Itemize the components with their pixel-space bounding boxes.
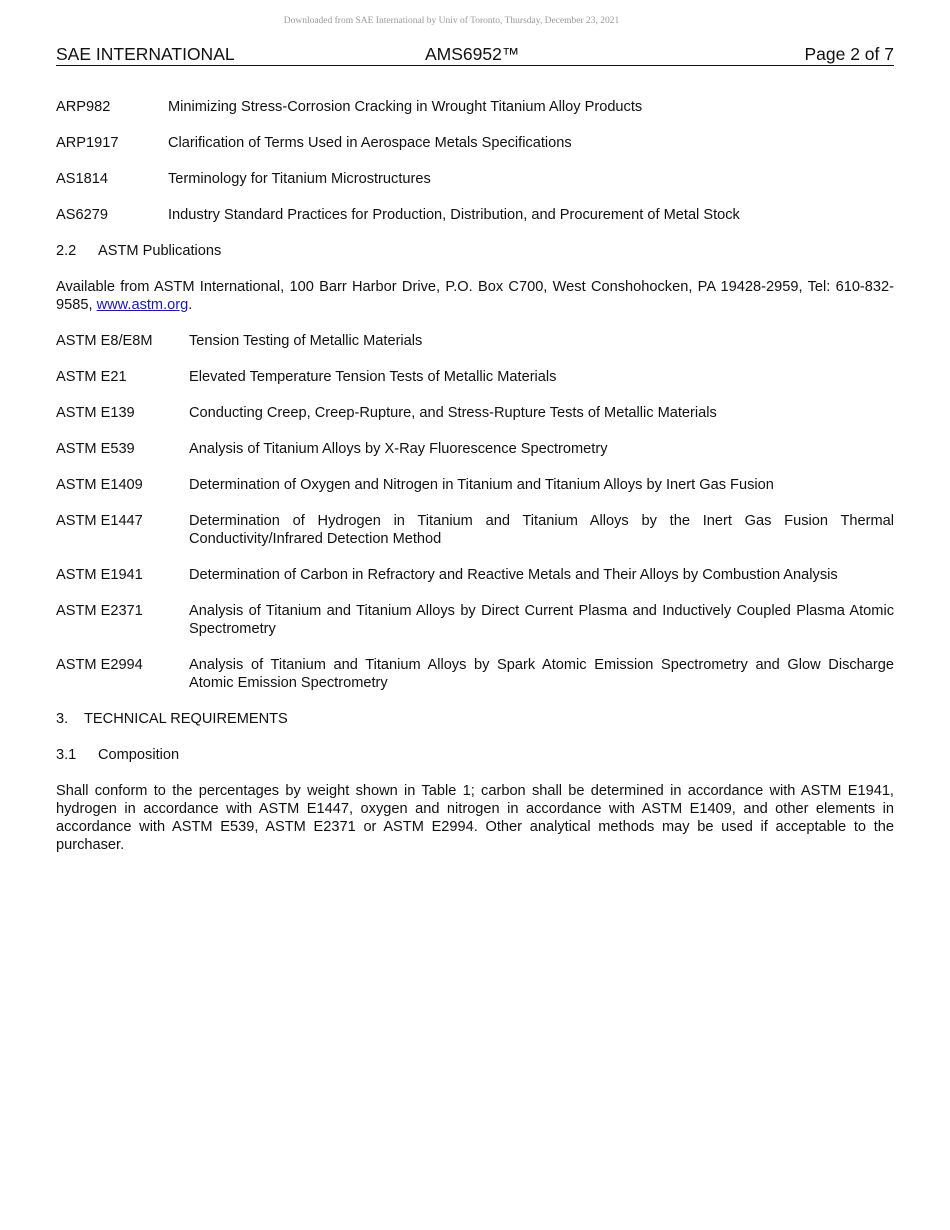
reference-title: Minimizing Stress-Corrosion Cracking in Wrought Titanium Alloy Products — [168, 99, 643, 115]
reference-code: ASTM E8/E8M — [56, 333, 153, 349]
astm-availability-paragraph — [56, 278, 894, 314]
reference-title: Determination of Oxygen and Nitrogen in Titanium and Titanium Alloys by Inert Gas Fusion — [189, 477, 774, 493]
reference-item — [56, 134, 894, 152]
header-page-label: Page 2 of 7 — [804, 44, 894, 64]
reference-title: Terminology for Titanium Microstructures — [168, 171, 431, 187]
reference-title: Conducting Creep, Creep-Rupture, and Stress-Rupture Tests of Metallic Materials — [189, 405, 717, 421]
reference-code: ASTM E2371 — [56, 603, 143, 619]
reference-title: Industry Standard Practices for Production, Distribution, and Procurement of Metal Stock — [168, 207, 740, 223]
reference-title: Analysis of Titanium and Titanium Alloys by Direct Current Plasma and Inductively Coupled Plasma Atomic Spectrometry — [189, 603, 894, 637]
reference-title: Clarification of Terms Used in Aerospace Metals Specifications — [168, 135, 572, 151]
reference-item — [56, 368, 894, 386]
reference-item — [56, 206, 894, 224]
running-header — [56, 44, 894, 66]
section-title: TECHNICAL REQUIREMENTS — [84, 711, 288, 727]
header-document-id: AMS6952™ — [425, 44, 520, 64]
reference-title: Elevated Temperature Tension Tests of Metallic Materials — [189, 369, 557, 385]
reference-title: Analysis of Titanium Alloys by X-Ray Fluorescence Spectrometry — [189, 441, 608, 457]
header-organization: SAE INTERNATIONAL — [56, 44, 235, 64]
reference-item — [56, 476, 894, 494]
reference-title: Analysis of Titanium and Titanium Alloys by Spark Atomic Emission Spectrometry and Glow Discharge Atomic Emission Spectrometry — [189, 657, 894, 691]
astm-website-link[interactable]: www.astm.org — [96, 297, 189, 313]
sentence-end: . — [188, 297, 193, 313]
reference-code: ASTM E1409 — [56, 477, 143, 493]
reference-item — [56, 98, 894, 116]
reference-code: ASTM E539 — [56, 441, 135, 457]
reference-code: ASTM E2994 — [56, 657, 143, 673]
reference-code: ASTM E139 — [56, 405, 135, 421]
reference-item — [56, 170, 894, 188]
reference-title: Tension Testing of Metallic Materials — [189, 333, 423, 349]
section-heading-2-2 — [56, 242, 894, 260]
reference-item — [56, 566, 894, 584]
reference-code: ASTM E1447 — [56, 513, 143, 529]
sae-reference-list — [56, 98, 894, 224]
astm-reference-list — [56, 332, 894, 692]
reference-code: AS1814 — [56, 171, 108, 187]
reference-code: ASTM E1941 — [56, 567, 143, 583]
reference-item — [56, 404, 894, 422]
section-heading-3 — [56, 710, 894, 728]
reference-code: ASTM E21 — [56, 369, 127, 385]
reference-item — [56, 512, 894, 548]
reference-code: AS6279 — [56, 207, 108, 223]
section-title: ASTM Publications — [98, 243, 222, 259]
section-number: 3.1 — [56, 747, 77, 763]
download-notice: Downloaded from SAE International by Univ of Toronto, Thursday, December 23, 2021 — [283, 16, 620, 26]
page-content — [56, 98, 894, 872]
section-title: Composition — [98, 747, 180, 763]
reference-title: Determination of Carbon in Refractory and Reactive Metals and Their Alloys by Combustion Analysis — [189, 567, 838, 583]
reference-code: ARP1917 — [56, 135, 119, 151]
reference-item — [56, 656, 894, 692]
section-number: 3. — [56, 711, 69, 727]
reference-item — [56, 440, 894, 458]
composition-paragraph: Shall conform to the percentages by weight shown in Table 1; carbon shall be determined in accordance with ASTM E1941, hydrogen in accordance with ASTM E1447, oxygen and nitrogen in accordance with ASTM E1409, and other elements in accordance with ASTM E539, ASTM E2371 or ASTM E2994. Other analytical methods may be used if acceptable to the purchaser. — [56, 783, 894, 853]
reference-item — [56, 602, 894, 638]
section-number: 2.2 — [56, 243, 77, 259]
section-heading-3-1 — [56, 746, 894, 764]
reference-title: Determination of Hydrogen in Titanium and Titanium Alloys by the Inert Gas Fusion Thermal Conductivity/Infrared Detection Method — [189, 513, 894, 547]
astm-availability-text: Available from ASTM International, 100 Barr Harbor Drive, P.O. Box C700, West Conshohocken, PA 19428-2959, Tel: 610-832-9585, — [56, 279, 894, 313]
reference-item — [56, 332, 894, 350]
reference-code: ARP982 — [56, 99, 111, 115]
